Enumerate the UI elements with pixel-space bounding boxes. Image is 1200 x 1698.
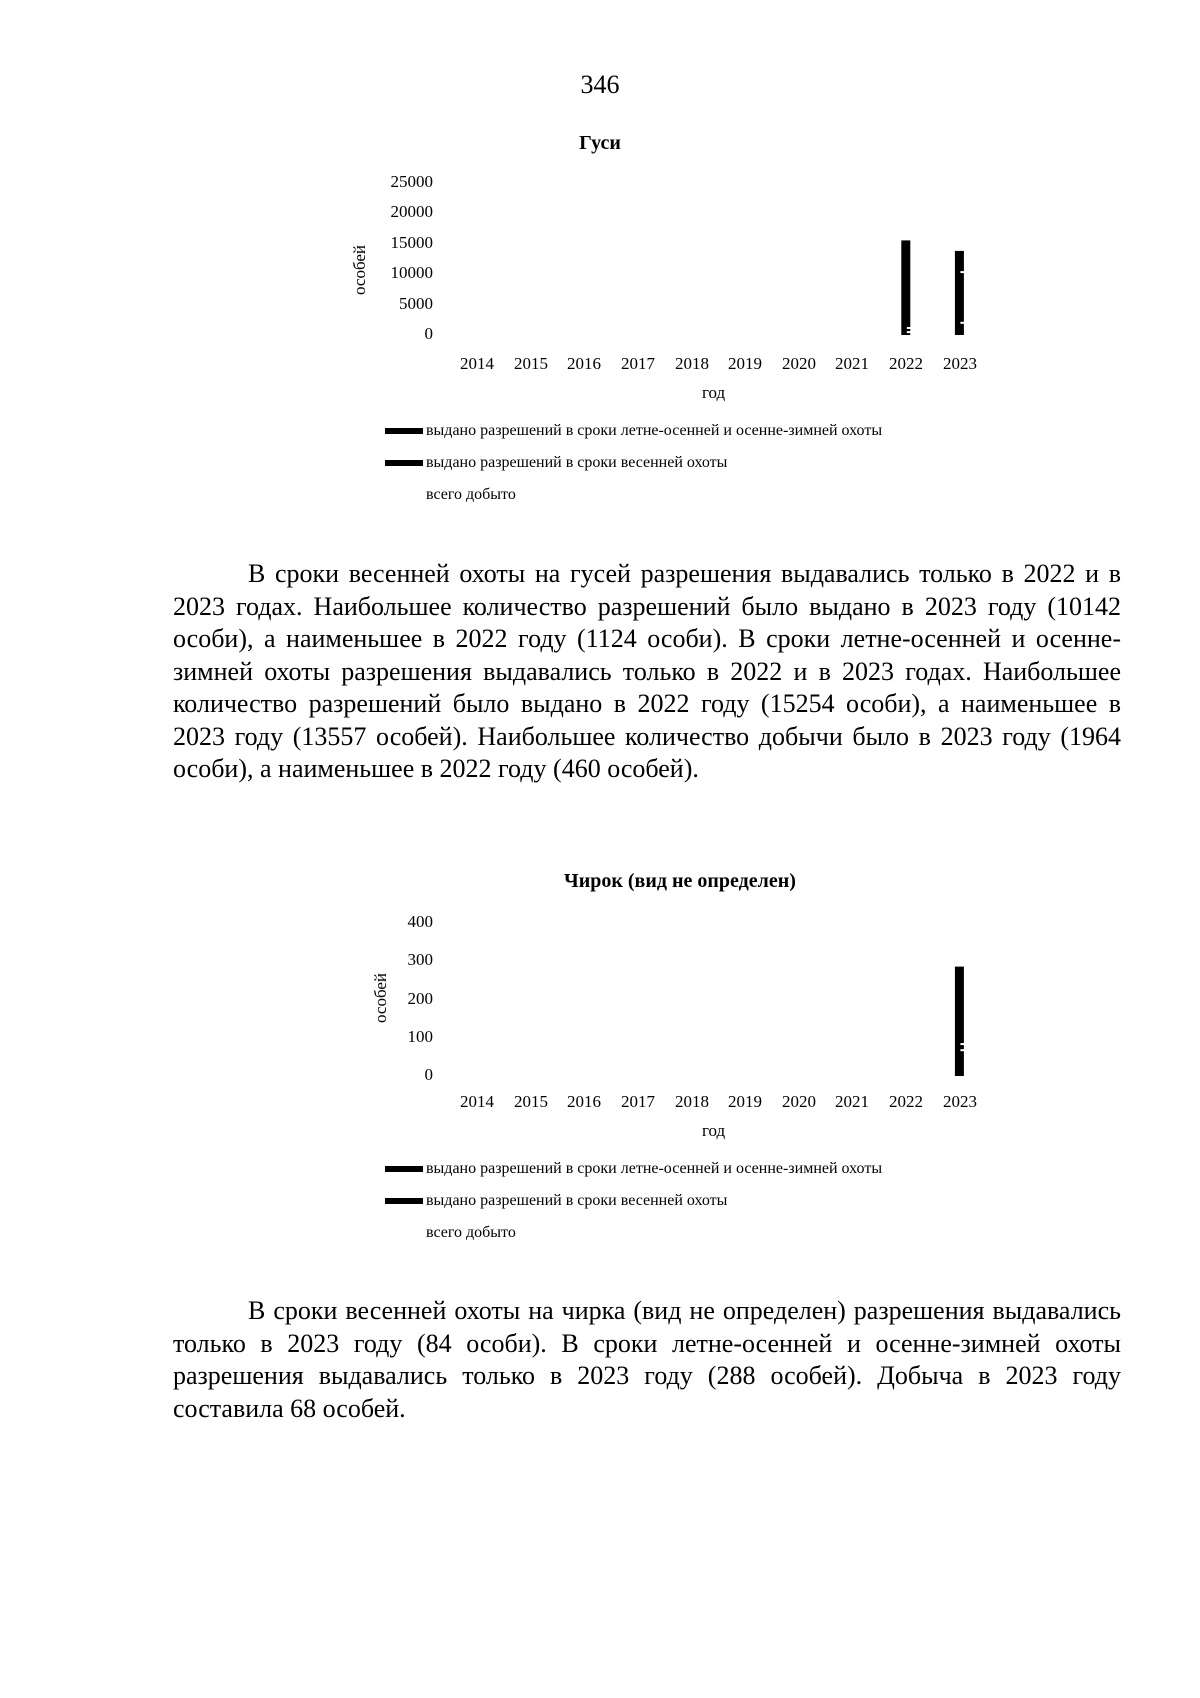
legend-swatch	[385, 460, 423, 466]
x-tick-label: 2017	[621, 354, 655, 373]
x-tick-label: 2021	[835, 354, 869, 373]
chart-plot	[0, 120, 1200, 500]
y-tick-label: 10000	[390, 263, 433, 282]
legend-label: выдано разрешений в сроки летне-осенней и осенне-зимней охоты	[426, 1160, 883, 1177]
chart-title: Чирок (вид не определен)	[564, 870, 796, 892]
x-tick-label: 2016	[567, 354, 601, 373]
geese-chart	[0, 120, 1200, 503]
legend-item	[385, 1192, 727, 1210]
x-tick-label: 2021	[835, 1092, 869, 1111]
legend-item	[385, 422, 882, 440]
x-tick-label: 2015	[514, 1092, 548, 1111]
x-tick-label: 2022	[889, 1092, 923, 1111]
legend-label: выдано разрешений в сроки весенней охоты	[426, 1192, 728, 1209]
x-tick-label: 2022	[889, 354, 923, 373]
y-tick-label: 100	[407, 1027, 433, 1046]
x-tick-label: 2020	[782, 1092, 816, 1111]
y-tick-label: 200	[407, 989, 433, 1008]
paragraph-geese: В сроки весенней охоты на гусей разрешения выдавались только в 2022 и в 2023 годах. Наибольшее количество разрешений было выдано в 2023 году (10142 особи), а наименьшее в 2022 году (1124 особи). В сроки летне-осенней и осенне-зимней охоты разрешения выдавались только в 2022 и в 2023 годах. Наибольшее количество разрешений было выдано в 2022 году (15254 особи), а наименьшее в 2023 году (13557 особей). Наибольшее количество добычи было в 2023 году (1964 особи), а наименьшее в 2022 году (460 особей).	[173, 559, 1121, 783]
y-axis-label: особей	[350, 244, 370, 296]
x-tick-label: 2023	[943, 354, 977, 373]
y-tick-label: 20000	[390, 202, 433, 221]
legend-label: всего добыто	[426, 486, 516, 503]
bar-total-harvest-2023	[956, 323, 963, 335]
bar-total-harvest-2023	[956, 1050, 963, 1076]
bar-top-marker	[960, 1049, 964, 1051]
x-tick-label: 2016	[567, 1092, 601, 1111]
bar-top-marker	[960, 1043, 964, 1045]
legend-item	[385, 454, 727, 472]
page-number: 346	[580, 70, 620, 99]
legend-label: всего добыто	[426, 1224, 516, 1241]
bar-top-marker	[960, 271, 964, 273]
legend-label: выдано разрешений в сроки летне-осенней и осенне-зимней охоты	[426, 422, 883, 439]
chart-title: Гуси	[579, 132, 621, 154]
x-tick-label: 2018	[675, 354, 709, 373]
y-tick-label: 25000	[390, 172, 433, 191]
x-tick-label: 2019	[728, 1092, 762, 1111]
y-tick-label: 400	[407, 912, 433, 931]
legend-label: выдано разрешений в сроки весенней охоты	[426, 454, 728, 471]
y-tick-label: 0	[424, 324, 433, 343]
bar-top-marker	[907, 331, 911, 333]
bar-top-marker	[960, 322, 964, 324]
x-tick-label: 2019	[728, 354, 762, 373]
y-tick-label: 0	[424, 1065, 433, 1084]
bar-summer-autumn-permits-2022	[901, 240, 910, 335]
bar-top-marker	[907, 327, 911, 329]
y-tick-label: 300	[407, 950, 433, 969]
legend-swatch	[385, 428, 423, 434]
y-tick-label: 5000	[399, 294, 433, 313]
x-tick-label: 2023	[943, 1092, 977, 1111]
x-tick-label: 2014	[460, 354, 494, 373]
x-tick-label: 2020	[782, 354, 816, 373]
legend-item	[385, 1160, 882, 1178]
paragraph-teal: В сроки весенней охоты на чирка (вид не определен) разрешения выдавались только в 2023 году (84 особи). В сроки летне-осенней и осенне-зимней охоты разрешения выдавались только в 2023 году (288 особей). Добыча в 2023 году составила 68 особей.	[173, 1296, 1121, 1423]
legend-swatch	[385, 1166, 423, 1172]
chart-plot	[0, 858, 1200, 1238]
x-tick-label: 2017	[621, 1092, 655, 1111]
teal-chart	[0, 858, 1200, 1241]
x-tick-label: 2014	[460, 1092, 494, 1111]
legend-swatch	[385, 1198, 423, 1204]
y-tick-label: 15000	[390, 233, 433, 252]
y-axis-label: особей	[371, 972, 391, 1024]
x-axis-label: год	[702, 383, 726, 402]
x-axis-label: год	[702, 1121, 726, 1140]
x-tick-label: 2015	[514, 354, 548, 373]
x-tick-label: 2018	[675, 1092, 709, 1111]
